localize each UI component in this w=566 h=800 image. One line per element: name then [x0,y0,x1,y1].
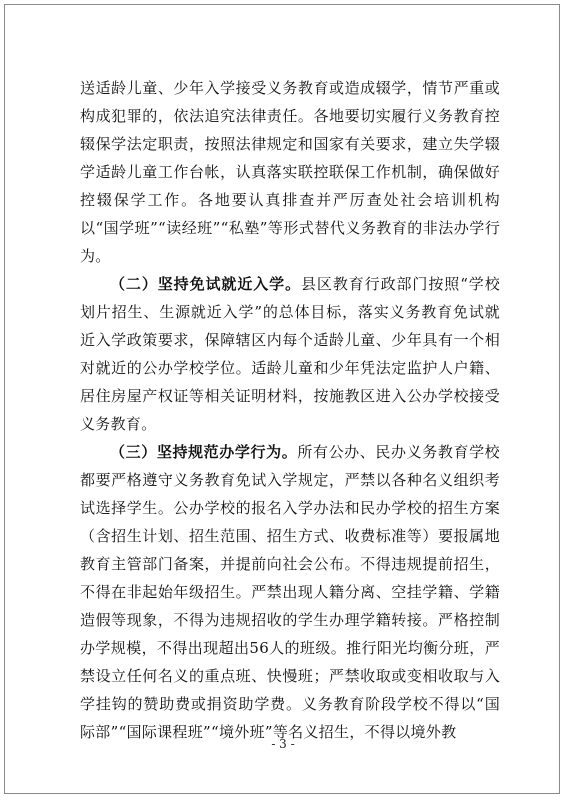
paragraph-enrollment [80,270,500,438]
document-body [80,74,500,746]
page-number: - 3 - [271,737,295,751]
paragraph-text: 所有公办、民办义务教育学校都要严格遵守义务教育免试入学规定，严禁以各种名义组织考试选择学生。公办学校的报名入学办法和民办学校的招生方案（含招生计划、招生范围、招生方式、收费标准等）要报属地教育主管部门备案，并提前向社会公布。不得违规提前招生，不得在非起始年级招生。严禁出现人籍分离、空挂学籍、学籍造假等现象，不得为违规招收的学生办理学籍转接。严格控制办学规模，不得出现超出56人的班级。推行阳光均衡分班，严禁设立任何名义的重点班、快慢班；严禁收取或变相收取与入学挂钩的赞助费或捐资助学费。义务教育阶段学校不得以“国际部”“国际课程班”“境外班”等名义招生，不得以境外教 [80,443,500,741]
paragraph-text: 送适龄儿童、少年入学接受义务教育或造成辍学，情节严重或构成犯罪的，依法追究法律责任。各地要切实履行义务教育控辍保学法定职责，按照法律规定和国家有关要求，建立失学辍学适龄儿童工作台帐，认真落实联控联保工作机制，确保做好控辍保学工作。各地要认真排查并严厉查处社会培训机构以“国学班”“读经班”“私塾”等形式替代义务教育的非法办学行为。 [80,79,500,265]
paragraph-continuation [80,74,500,270]
paragraph-school-conduct [80,438,500,746]
section-heading: （二）坚持免试就近入学。 [110,275,302,293]
section-heading: （三）坚持规范办学行为。 [110,443,298,461]
paragraph-text: 县区教育行政部门按照“学校划片招生、生源就近入学”的总体目标，落实义务教育免试就近入学政策要求，保障辖区内每个适龄儿童、少年具有一个相对就近的公办学校学位。适龄儿童和少年凭法定监护人户籍、居住房屋产权证等相关证明材料，按施教区进入公办学校接受义务教育。 [80,275,500,433]
